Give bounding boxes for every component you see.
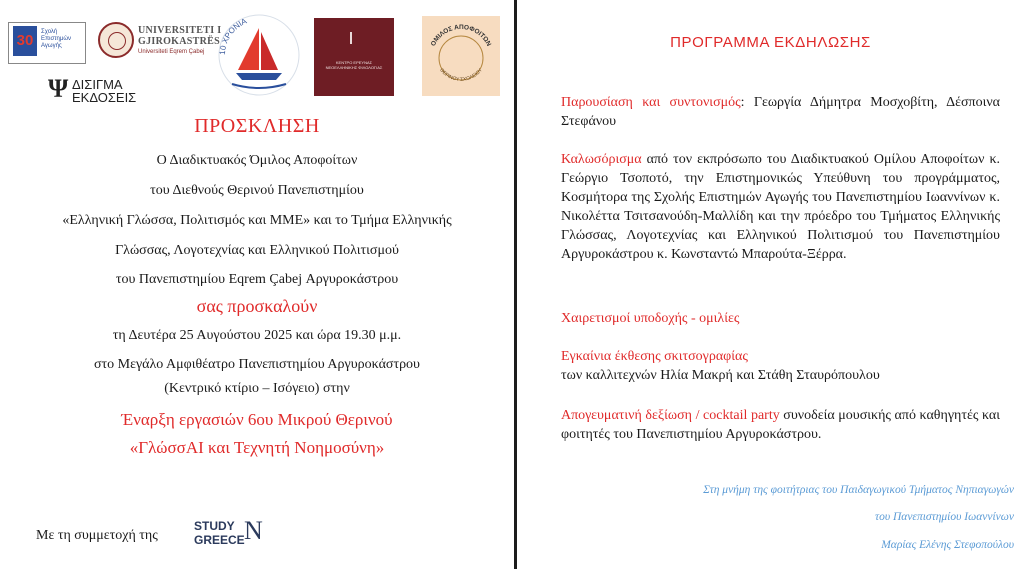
program-item-5-text: συνοδεία μουσικής από καθηγητές και φοιτητές του Πανεπιστημίου Αργυροκάστρου. [561,408,1001,442]
invitation-title: ΠΡΟΣΚΛΗΣΗ [194,115,320,137]
university-seal-icon [98,22,134,58]
program-title: ΠΡΟΓΡΑΜΜΑ ΕΚΔΗΛΩΣΗΣ [670,34,871,51]
program-item-4-label: Εγκαίνια έκθεσης σκιτσογραφίας [561,349,748,364]
publisher-symbol-icon: Ψ [48,74,69,103]
invitation-line-2: του Διεθνούς Θερινού Πανεπιστημίου [150,183,364,198]
program-item-3 [561,309,1000,328]
program-item-2-text: από τον εκπρόσωπο του Διαδικτυακού Ομίλου Αποφοίτων κ. Γεώργιο Τσοποτό, την Επιστημονικώς Υπεύθυνη του προγράμματος, Κοσμήτορα της Σχολής Επιστημών Αγωγής του Πανεπιστημίου Ιωαννίνων κ. Νικολέττα Τσιτσανούδη-Μαλλίδη και την πρόεδρο του Τμήματος Ελληνικής Γλώσσας, Λογοτεχνίας και Ελληνικού Πολιτισμού του Πανεπιστημίου Αργυροκάστρου κ. Κωνσταντώ Μπαρούτα-Ξέρρα. [561,152,1000,262]
invitation-venue-2: (Κεντρικό κτίριο – Ισόγειο) στην [164,381,350,396]
study-logo-column-icon: N [244,516,263,545]
svg-text:10 ΧΡΟΝΙΑ [218,16,249,55]
alumni-group-subtitle: ΘΕΡΙΝΟΥ ΣΧΟΛΕΙΟΥ [438,67,484,83]
program-item-4 [561,347,1000,385]
program-item-5 [561,406,1000,444]
invitation-event-2: «ΓλώσσΑΙ και Τεχνητή Νοημοσύνη» [129,438,385,457]
invitation-line-3: «Ελληνική Γλώσσα, Πολιτισμός και ΜΜΕ» και το Τμήμα Ελληνικής [62,213,452,228]
alumni-group-name: ΟΜΙΛΟΣ ΑΠΟΦΟΙΤΩΝ [429,23,493,48]
memory-line-3: Μαρίας Ελένης Στεφοπούλου [881,539,1014,551]
program-item-2-label: Καλωσόρισμα [561,152,642,167]
university-subtitle: Universiteti Eqrem Çabej [138,49,205,55]
publisher-name: ΔΙΣΙΓΜΑ ΕΚΔΟΣΕΙΣ [72,77,137,105]
ten-years-logo [216,12,302,98]
university-name: UNIVERSITETI I GJIROKASTRËS [138,25,222,47]
program-item-1 [561,93,1000,131]
study-in-greece-logo [194,516,266,552]
ten-years-ring-text: 10 ΧΡΟΝΙΑ [217,16,249,56]
invitation-line-4: Γλώσσας, Λογοτεχνίας και Ελληνικού Πολιτισμού [115,243,399,258]
invitation-event-1: Έναρξη εργασιών 6ου Μικρού Θερινού [121,410,393,429]
school-logo [8,22,86,64]
program-panel [517,0,1024,569]
school-logo-text: Σχολή Επιστημών Αγωγής [41,29,72,49]
program-item-2 [561,150,1000,264]
invitation-line-1: Ο Διαδικτυακός Όμιλος Αποφοίτων [156,153,358,168]
research-center-mark-icon [350,32,360,44]
publisher-logo [48,76,148,106]
program-item-3-label: Χαιρετισμοί υποδοχής - ομιλίες [561,311,740,326]
participation-label: Με τη συμμετοχή της [36,528,158,543]
university-logo [98,20,222,64]
study-logo-line-1: STUDY [194,519,235,533]
research-center-text: ΚΕΝΤΡΟ ΕΡΕΥΝΑΣ ΝΕΟΕΛΛΗΝΙΚΗΣ ΦΙΛΟΛΟΓΙΑΣ [325,60,383,70]
study-logo-line-2: GREECE [194,533,245,547]
invitation-date: τη Δευτέρα 25 Αυγούστου 2025 και ώρα 19.30 μ.μ. [112,328,402,343]
invitation-line-5: του Πανεπιστημίου Eqrem Çabej Αργυροκάστρου [115,272,399,287]
sailboat-icon [216,12,302,98]
svg-text:ΘΕΡΙΝΟΥ ΣΧΟΛΕΙΟΥ [438,67,484,83]
invitation-venue-1: στο Μεγάλο Αμφιθέατρο Πανεπιστημίου Αργυροκάστρου [93,357,420,372]
memory-line-2: του Πανεπιστημίου Ιωαννίνων [874,511,1014,523]
school-logo-number: 30 [13,26,37,56]
program-item-1-label: Παρουσίαση και συντονισμός [561,95,741,110]
program-item-5-label: Απογευματινή δεξίωση / cocktail party [561,408,780,423]
alumni-group-logo [422,16,500,96]
invitation-invite: σας προσκαλούν [196,296,318,316]
program-item-4-text: των καλλιτεχνών Ηλία Μακρή και Στάθη Σταυρόπουλου [561,368,880,383]
memory-line-1: Στη μνήμη της φοιτήτριας του Παιδαγωγικού Τμήματος Νηπιαγωγών [703,484,1014,496]
program-item-1-text: : Γεωργία Δήμητρα Μοσχοβίτη, Δέσποινα Στεφάνου [561,95,1000,129]
research-center-logo [314,18,394,96]
